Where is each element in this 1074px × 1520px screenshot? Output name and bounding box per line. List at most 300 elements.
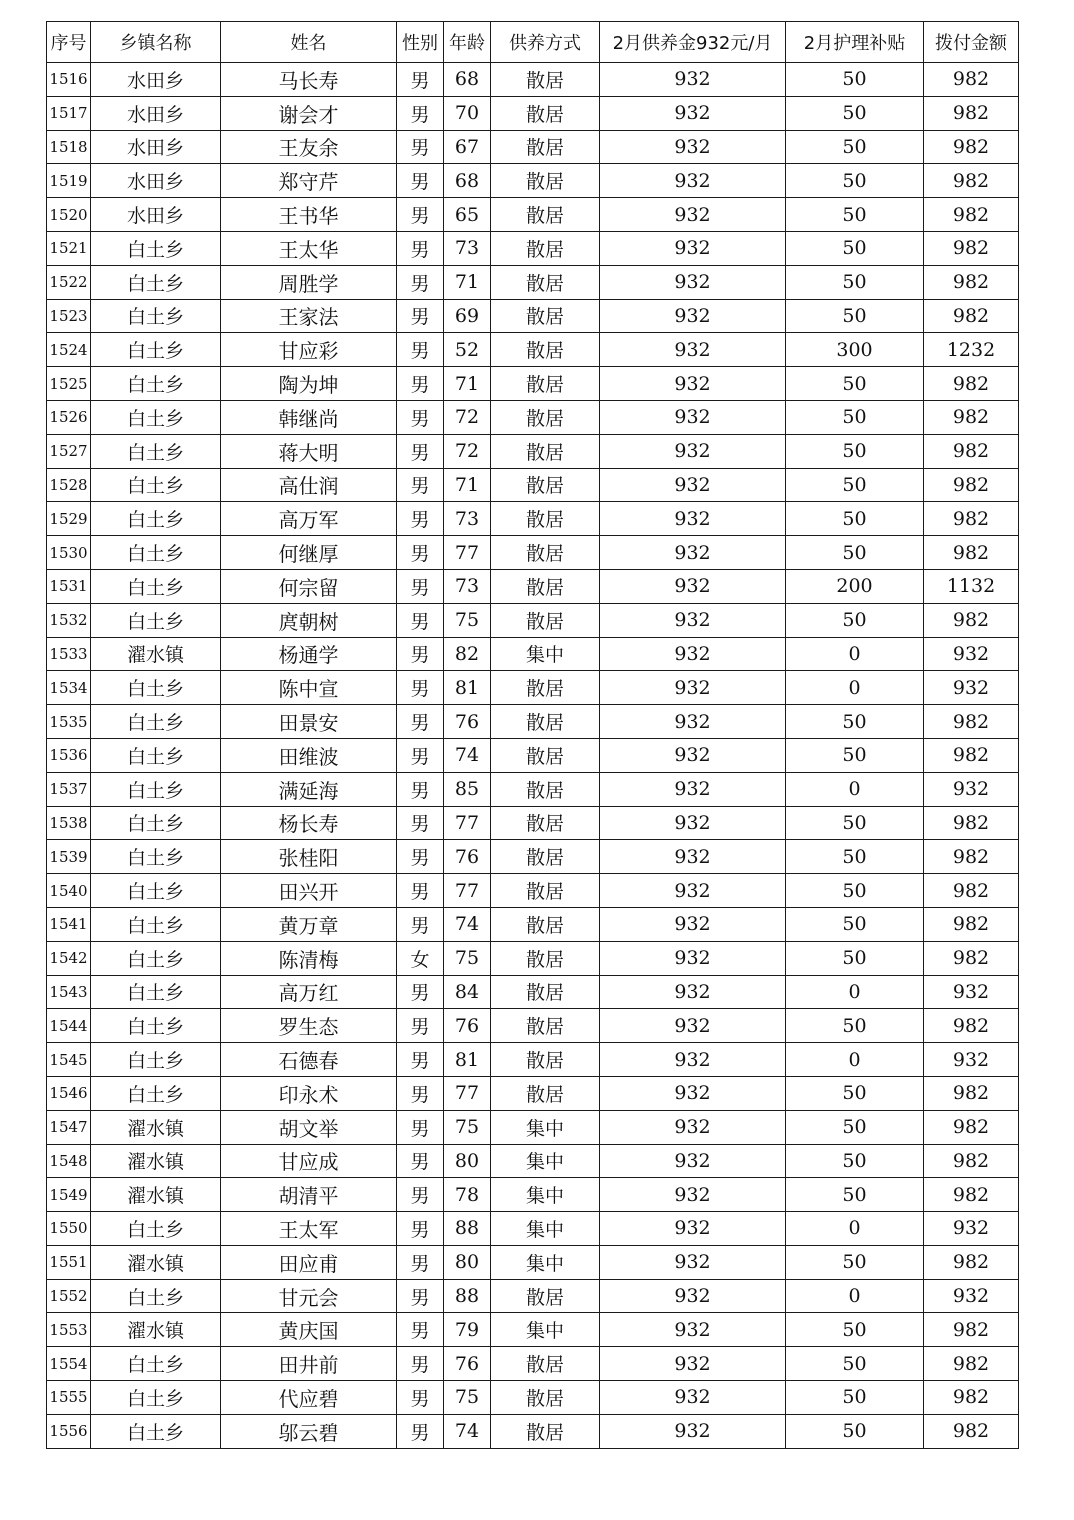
cell-care-subsidy: 50	[786, 1144, 924, 1178]
cell-name: 马长寿	[221, 63, 397, 97]
cell-care-subsidy: 50	[786, 941, 924, 975]
cell-care-subsidy: 50	[786, 468, 924, 502]
table-row	[47, 941, 1019, 975]
table-row	[47, 1144, 1019, 1178]
cell-age: 75	[444, 941, 491, 975]
cell-name: 王太军	[221, 1212, 397, 1246]
table-header	[47, 22, 1019, 63]
cell-name: 代应碧	[221, 1381, 397, 1415]
cell-support-method: 散居	[491, 705, 600, 739]
table-row	[47, 1279, 1019, 1313]
cell-name: 田井前	[221, 1347, 397, 1381]
cell-support-method: 散居	[491, 1279, 600, 1313]
cell-township: 水田乡	[91, 164, 221, 198]
cell-township: 白土乡	[91, 907, 221, 941]
cell-care-subsidy: 0	[786, 1212, 924, 1246]
cell-disbursed-amount: 982	[924, 536, 1019, 570]
table-row	[47, 198, 1019, 232]
cell-support-method: 散居	[491, 468, 600, 502]
cell-age: 77	[444, 806, 491, 840]
cell-age: 73	[444, 231, 491, 265]
cell-gender: 男	[397, 1110, 444, 1144]
cell-support-method: 散居	[491, 1381, 600, 1415]
cell-township: 白土乡	[91, 1347, 221, 1381]
cell-gender: 男	[397, 1347, 444, 1381]
cell-disbursed-amount: 1132	[924, 569, 1019, 603]
cell-disbursed-amount: 982	[924, 502, 1019, 536]
cell-disbursed-amount: 982	[924, 1313, 1019, 1347]
cell-age: 72	[444, 400, 491, 434]
cell-index: 1546	[47, 1076, 91, 1110]
cell-index: 1544	[47, 1009, 91, 1043]
cell-age: 68	[444, 164, 491, 198]
cell-disbursed-amount: 982	[924, 63, 1019, 97]
cell-name: 陶为坤	[221, 367, 397, 401]
header-name: 姓名	[221, 22, 397, 63]
cell-support-fund: 932	[600, 1313, 786, 1347]
cell-township: 濯水镇	[91, 1110, 221, 1144]
cell-care-subsidy: 0	[786, 671, 924, 705]
cell-support-fund: 932	[600, 434, 786, 468]
cell-name: 田应甫	[221, 1245, 397, 1279]
cell-name: 田景安	[221, 705, 397, 739]
cell-support-method: 散居	[491, 1347, 600, 1381]
cell-name: 王友余	[221, 130, 397, 164]
table-row	[47, 1009, 1019, 1043]
cell-support-fund: 932	[600, 333, 786, 367]
cell-index: 1530	[47, 536, 91, 570]
cell-support-method: 散居	[491, 231, 600, 265]
cell-age: 75	[444, 1110, 491, 1144]
cell-disbursed-amount: 982	[924, 1178, 1019, 1212]
cell-care-subsidy: 0	[786, 975, 924, 1009]
cell-disbursed-amount: 982	[924, 231, 1019, 265]
cell-support-fund: 932	[600, 198, 786, 232]
table-row	[47, 840, 1019, 874]
cell-index: 1534	[47, 671, 91, 705]
cell-support-fund: 932	[600, 671, 786, 705]
cell-name: 陈清梅	[221, 941, 397, 975]
cell-age: 74	[444, 1414, 491, 1448]
cell-care-subsidy: 300	[786, 333, 924, 367]
cell-support-method: 散居	[491, 840, 600, 874]
cell-name: 甘元会	[221, 1279, 397, 1313]
cell-index: 1525	[47, 367, 91, 401]
cell-name: 邬云碧	[221, 1414, 397, 1448]
cell-support-fund: 932	[600, 1414, 786, 1448]
cell-gender: 男	[397, 1043, 444, 1077]
cell-support-method: 散居	[491, 772, 600, 806]
cell-care-subsidy: 0	[786, 637, 924, 671]
cell-age: 80	[444, 1245, 491, 1279]
document-page	[46, 21, 1019, 1449]
cell-support-method: 散居	[491, 671, 600, 705]
cell-index: 1537	[47, 772, 91, 806]
cell-gender: 男	[397, 671, 444, 705]
cell-gender: 男	[397, 502, 444, 536]
cell-name: 高仕润	[221, 468, 397, 502]
cell-care-subsidy: 50	[786, 907, 924, 941]
cell-township: 白土乡	[91, 705, 221, 739]
cell-care-subsidy: 50	[786, 1076, 924, 1110]
cell-age: 74	[444, 907, 491, 941]
cell-support-method: 散居	[491, 299, 600, 333]
cell-care-subsidy: 50	[786, 536, 924, 570]
cell-name: 黄庆国	[221, 1313, 397, 1347]
table-row	[47, 1414, 1019, 1448]
cell-care-subsidy: 200	[786, 569, 924, 603]
cell-index: 1536	[47, 738, 91, 772]
cell-index: 1541	[47, 907, 91, 941]
cell-support-fund: 932	[600, 1043, 786, 1077]
cell-care-subsidy: 50	[786, 1313, 924, 1347]
cell-township: 白土乡	[91, 840, 221, 874]
cell-age: 75	[444, 1381, 491, 1415]
cell-age: 69	[444, 299, 491, 333]
table-row	[47, 1313, 1019, 1347]
cell-support-method: 集中	[491, 1178, 600, 1212]
cell-support-fund: 932	[600, 63, 786, 97]
cell-age: 74	[444, 738, 491, 772]
cell-disbursed-amount: 982	[924, 96, 1019, 130]
cell-care-subsidy: 50	[786, 1347, 924, 1381]
cell-disbursed-amount: 982	[924, 941, 1019, 975]
cell-care-subsidy: 50	[786, 367, 924, 401]
table-row	[47, 367, 1019, 401]
cell-disbursed-amount: 932	[924, 1043, 1019, 1077]
cell-name: 田维波	[221, 738, 397, 772]
cell-gender: 女	[397, 941, 444, 975]
cell-gender: 男	[397, 198, 444, 232]
cell-township: 白土乡	[91, 806, 221, 840]
cell-township: 水田乡	[91, 130, 221, 164]
cell-care-subsidy: 50	[786, 874, 924, 908]
cell-age: 76	[444, 840, 491, 874]
header-care-subsidy: 2月护理补贴	[786, 22, 924, 63]
cell-name: 田兴开	[221, 874, 397, 908]
cell-care-subsidy: 50	[786, 299, 924, 333]
table-row	[47, 1178, 1019, 1212]
cell-gender: 男	[397, 1313, 444, 1347]
cell-support-fund: 932	[600, 468, 786, 502]
cell-age: 84	[444, 975, 491, 1009]
cell-name: 石德春	[221, 1043, 397, 1077]
cell-township: 白土乡	[91, 536, 221, 570]
cell-disbursed-amount: 982	[924, 840, 1019, 874]
cell-index: 1535	[47, 705, 91, 739]
cell-disbursed-amount: 982	[924, 1414, 1019, 1448]
cell-township: 白土乡	[91, 738, 221, 772]
table-row	[47, 705, 1019, 739]
cell-name: 周胜学	[221, 265, 397, 299]
cell-index: 1550	[47, 1212, 91, 1246]
cell-gender: 男	[397, 1245, 444, 1279]
cell-support-method: 散居	[491, 536, 600, 570]
cell-age: 77	[444, 536, 491, 570]
cell-age: 68	[444, 63, 491, 97]
cell-township: 白土乡	[91, 231, 221, 265]
cell-care-subsidy: 0	[786, 772, 924, 806]
cell-support-fund: 932	[600, 502, 786, 536]
cell-care-subsidy: 50	[786, 502, 924, 536]
cell-support-method: 集中	[491, 637, 600, 671]
cell-disbursed-amount: 982	[924, 198, 1019, 232]
cell-index: 1519	[47, 164, 91, 198]
cell-index: 1542	[47, 941, 91, 975]
cell-gender: 男	[397, 536, 444, 570]
cell-disbursed-amount: 982	[924, 874, 1019, 908]
cell-age: 52	[444, 333, 491, 367]
cell-name: 王太华	[221, 231, 397, 265]
cell-support-fund: 932	[600, 265, 786, 299]
header-disbursed-amount: 拨付金额	[924, 22, 1019, 63]
table-row	[47, 536, 1019, 570]
cell-care-subsidy: 50	[786, 840, 924, 874]
cell-township: 白土乡	[91, 333, 221, 367]
cell-care-subsidy: 50	[786, 603, 924, 637]
table-row	[47, 299, 1019, 333]
cell-name: 庹朝树	[221, 603, 397, 637]
cell-name: 罗生态	[221, 1009, 397, 1043]
cell-age: 77	[444, 1076, 491, 1110]
cell-township: 白土乡	[91, 569, 221, 603]
cell-care-subsidy: 50	[786, 1414, 924, 1448]
table-row	[47, 502, 1019, 536]
cell-gender: 男	[397, 840, 444, 874]
table-row	[47, 63, 1019, 97]
cell-township: 白土乡	[91, 874, 221, 908]
cell-support-fund: 932	[600, 1347, 786, 1381]
cell-index: 1538	[47, 806, 91, 840]
header-support-fund: 2月供养金932元/月	[600, 22, 786, 63]
table-row	[47, 772, 1019, 806]
cell-index: 1518	[47, 130, 91, 164]
cell-disbursed-amount: 932	[924, 637, 1019, 671]
table-row	[47, 1110, 1019, 1144]
cell-township: 濯水镇	[91, 637, 221, 671]
cell-township: 白土乡	[91, 502, 221, 536]
cell-support-method: 散居	[491, 1009, 600, 1043]
cell-support-fund: 932	[600, 400, 786, 434]
cell-name: 高万红	[221, 975, 397, 1009]
cell-support-fund: 932	[600, 231, 786, 265]
cell-age: 85	[444, 772, 491, 806]
cell-support-fund: 932	[600, 941, 786, 975]
cell-gender: 男	[397, 164, 444, 198]
cell-support-method: 散居	[491, 400, 600, 434]
header-age: 年龄	[444, 22, 491, 63]
cell-gender: 男	[397, 231, 444, 265]
cell-disbursed-amount: 982	[924, 164, 1019, 198]
cell-disbursed-amount: 982	[924, 1009, 1019, 1043]
cell-age: 73	[444, 502, 491, 536]
table-row	[47, 231, 1019, 265]
cell-support-fund: 932	[600, 1110, 786, 1144]
cell-care-subsidy: 50	[786, 265, 924, 299]
cell-support-fund: 932	[600, 1076, 786, 1110]
cell-township: 白土乡	[91, 1414, 221, 1448]
cell-index: 1552	[47, 1279, 91, 1313]
cell-index: 1556	[47, 1414, 91, 1448]
cell-township: 白土乡	[91, 1212, 221, 1246]
cell-index: 1528	[47, 468, 91, 502]
cell-support-fund: 932	[600, 738, 786, 772]
cell-index: 1520	[47, 198, 91, 232]
cell-support-fund: 932	[600, 96, 786, 130]
subsidy-table	[46, 21, 1019, 1449]
cell-name: 高万军	[221, 502, 397, 536]
cell-gender: 男	[397, 1076, 444, 1110]
cell-support-method: 集中	[491, 1110, 600, 1144]
cell-disbursed-amount: 982	[924, 400, 1019, 434]
cell-gender: 男	[397, 333, 444, 367]
cell-gender: 男	[397, 603, 444, 637]
cell-disbursed-amount: 982	[924, 806, 1019, 840]
cell-disbursed-amount: 982	[924, 130, 1019, 164]
cell-support-fund: 932	[600, 1178, 786, 1212]
cell-township: 白土乡	[91, 1076, 221, 1110]
cell-index: 1543	[47, 975, 91, 1009]
cell-disbursed-amount: 932	[924, 1212, 1019, 1246]
cell-support-fund: 932	[600, 164, 786, 198]
cell-township: 水田乡	[91, 96, 221, 130]
cell-gender: 男	[397, 738, 444, 772]
cell-support-fund: 932	[600, 1144, 786, 1178]
table-row	[47, 1076, 1019, 1110]
cell-index: 1531	[47, 569, 91, 603]
cell-index: 1526	[47, 400, 91, 434]
cell-support-method: 散居	[491, 96, 600, 130]
cell-age: 71	[444, 468, 491, 502]
cell-township: 白土乡	[91, 367, 221, 401]
table-row	[47, 265, 1019, 299]
cell-disbursed-amount: 982	[924, 434, 1019, 468]
cell-disbursed-amount: 982	[924, 468, 1019, 502]
cell-township: 水田乡	[91, 63, 221, 97]
cell-name: 甘应成	[221, 1144, 397, 1178]
table-row	[47, 1212, 1019, 1246]
cell-support-method: 散居	[491, 367, 600, 401]
table-row	[47, 434, 1019, 468]
cell-disbursed-amount: 982	[924, 1144, 1019, 1178]
cell-support-fund: 932	[600, 1245, 786, 1279]
cell-index: 1549	[47, 1178, 91, 1212]
cell-disbursed-amount: 932	[924, 671, 1019, 705]
cell-support-method: 散居	[491, 738, 600, 772]
cell-gender: 男	[397, 637, 444, 671]
cell-name: 王家法	[221, 299, 397, 333]
table-row	[47, 874, 1019, 908]
cell-support-method: 散居	[491, 333, 600, 367]
cell-support-fund: 932	[600, 705, 786, 739]
cell-gender: 男	[397, 1009, 444, 1043]
cell-age: 79	[444, 1313, 491, 1347]
cell-index: 1540	[47, 874, 91, 908]
cell-support-method: 散居	[491, 874, 600, 908]
cell-gender: 男	[397, 874, 444, 908]
cell-care-subsidy: 50	[786, 130, 924, 164]
cell-gender: 男	[397, 96, 444, 130]
cell-township: 白土乡	[91, 1009, 221, 1043]
cell-township: 濯水镇	[91, 1178, 221, 1212]
cell-index: 1523	[47, 299, 91, 333]
cell-disbursed-amount: 982	[924, 603, 1019, 637]
cell-support-method: 集中	[491, 1212, 600, 1246]
cell-index: 1521	[47, 231, 91, 265]
cell-name: 黄万章	[221, 907, 397, 941]
cell-support-method: 集中	[491, 1313, 600, 1347]
cell-support-fund: 932	[600, 637, 786, 671]
cell-disbursed-amount: 982	[924, 265, 1019, 299]
table-row	[47, 1381, 1019, 1415]
header-gender: 性别	[397, 22, 444, 63]
cell-disbursed-amount: 982	[924, 367, 1019, 401]
table-row	[47, 1347, 1019, 1381]
cell-index: 1522	[47, 265, 91, 299]
cell-township: 白土乡	[91, 1279, 221, 1313]
cell-gender: 男	[397, 1144, 444, 1178]
cell-care-subsidy: 50	[786, 198, 924, 232]
cell-township: 白土乡	[91, 671, 221, 705]
cell-name: 陈中宣	[221, 671, 397, 705]
cell-name: 胡清平	[221, 1178, 397, 1212]
cell-township: 白土乡	[91, 772, 221, 806]
cell-support-fund: 932	[600, 840, 786, 874]
cell-township: 濯水镇	[91, 1245, 221, 1279]
cell-gender: 男	[397, 806, 444, 840]
cell-disbursed-amount: 932	[924, 772, 1019, 806]
cell-gender: 男	[397, 367, 444, 401]
cell-index: 1555	[47, 1381, 91, 1415]
cell-index: 1529	[47, 502, 91, 536]
cell-name: 杨通学	[221, 637, 397, 671]
cell-gender: 男	[397, 772, 444, 806]
cell-support-fund: 932	[600, 907, 786, 941]
cell-index: 1532	[47, 603, 91, 637]
cell-support-method: 散居	[491, 434, 600, 468]
cell-township: 白土乡	[91, 1043, 221, 1077]
cell-support-method: 散居	[491, 164, 600, 198]
cell-disbursed-amount: 982	[924, 1110, 1019, 1144]
cell-care-subsidy: 50	[786, 705, 924, 739]
cell-age: 77	[444, 874, 491, 908]
cell-age: 81	[444, 671, 491, 705]
cell-disbursed-amount: 1232	[924, 333, 1019, 367]
cell-care-subsidy: 50	[786, 400, 924, 434]
cell-age: 72	[444, 434, 491, 468]
cell-support-fund: 932	[600, 772, 786, 806]
cell-care-subsidy: 50	[786, 231, 924, 265]
table-row	[47, 569, 1019, 603]
cell-age: 71	[444, 265, 491, 299]
cell-gender: 男	[397, 1279, 444, 1313]
cell-township: 白土乡	[91, 400, 221, 434]
cell-care-subsidy: 0	[786, 1279, 924, 1313]
cell-gender: 男	[397, 265, 444, 299]
cell-name: 谢会才	[221, 96, 397, 130]
cell-support-fund: 932	[600, 603, 786, 637]
cell-disbursed-amount: 932	[924, 1279, 1019, 1313]
cell-disbursed-amount: 982	[924, 1347, 1019, 1381]
cell-gender: 男	[397, 569, 444, 603]
cell-disbursed-amount: 982	[924, 1245, 1019, 1279]
table-row	[47, 400, 1019, 434]
cell-care-subsidy: 50	[786, 1009, 924, 1043]
cell-township: 白土乡	[91, 468, 221, 502]
cell-disbursed-amount: 982	[924, 738, 1019, 772]
table-row	[47, 738, 1019, 772]
cell-gender: 男	[397, 705, 444, 739]
